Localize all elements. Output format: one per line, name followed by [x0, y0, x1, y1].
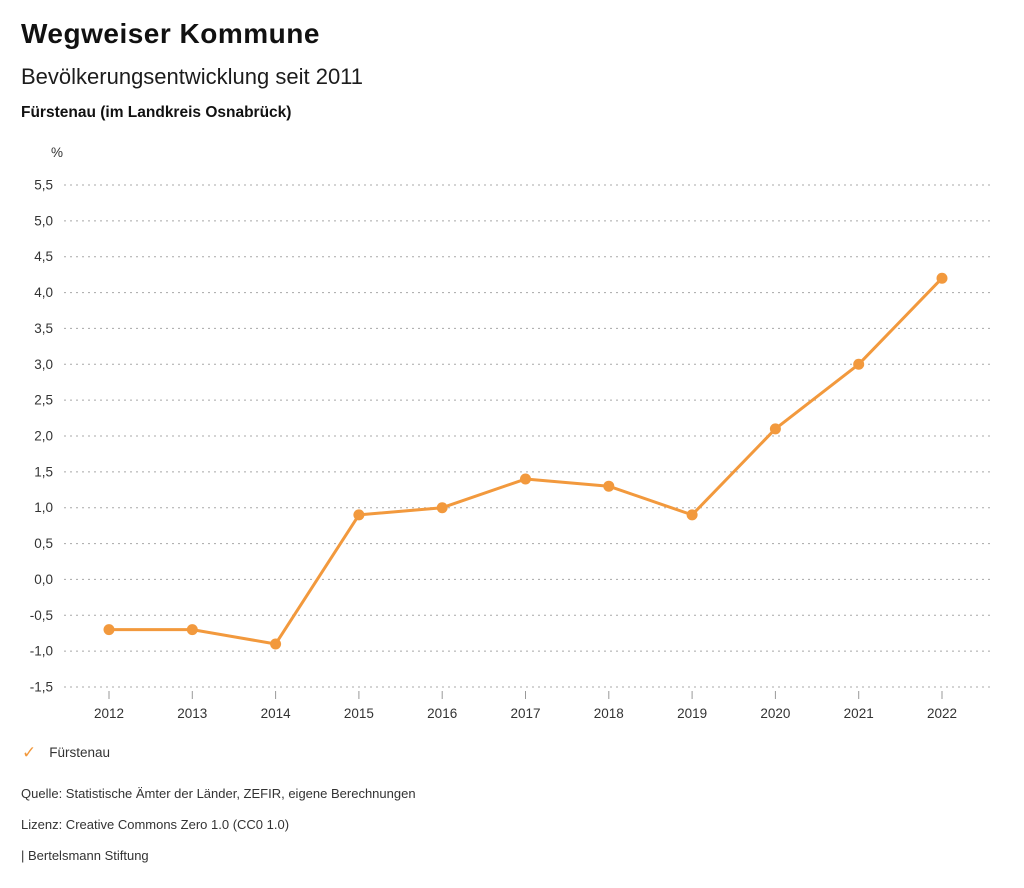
x-tick-label: 2022 — [926, 706, 958, 721]
data-point[interactable] — [937, 273, 948, 284]
x-tick-label: 2019 — [677, 706, 708, 721]
x-tick-label: 2021 — [843, 706, 874, 721]
y-tick-label: 5,0 — [34, 213, 53, 229]
data-point[interactable] — [853, 359, 864, 370]
data-point[interactable] — [770, 423, 781, 434]
y-tick-label: -1,5 — [29, 679, 53, 695]
data-point[interactable] — [353, 509, 364, 520]
y-tick-label: 1,5 — [34, 464, 53, 480]
x-tick-label: 2020 — [760, 706, 791, 721]
y-tick-label: 3,0 — [34, 356, 53, 372]
legend-item-fuerstenau[interactable] — [22, 744, 110, 761]
y-tick-label: 2,5 — [34, 392, 53, 408]
x-tick-label: 2015 — [343, 706, 374, 721]
data-point[interactable] — [437, 502, 448, 513]
x-tick-label: 2013 — [177, 706, 208, 721]
source-text: Quelle: Statistische Ämter der Länder, ZEFIR, eigene Berechnungen — [21, 786, 416, 801]
y-tick-label: 2,0 — [34, 428, 53, 444]
y-tick-label: 4,5 — [34, 249, 53, 265]
chart-canvas — [0, 140, 1024, 740]
y-tick-label: -1,0 — [29, 643, 53, 659]
data-point[interactable] — [104, 624, 115, 635]
checkmark-icon: ✓ — [22, 743, 37, 762]
data-point[interactable] — [270, 638, 281, 649]
y-tick-label: 1,0 — [34, 500, 53, 516]
x-tick-label: 2014 — [260, 706, 291, 721]
legend-label: Fürstenau — [49, 745, 111, 760]
chart-title: Bevölkerungsentwicklung seit 2011 — [21, 64, 364, 89]
x-tick-label: 2012 — [93, 706, 125, 721]
x-tick-label: 2017 — [510, 706, 541, 721]
data-point[interactable] — [520, 474, 531, 485]
license-text: Lizenz: Creative Commons Zero 1.0 (CC0 1.0) — [21, 817, 290, 832]
series-line-fürstenau — [109, 278, 942, 644]
y-axis-unit-label: % — [50, 145, 63, 160]
y-tick-label: 4,0 — [34, 285, 53, 301]
x-tick-label: 2018 — [593, 706, 624, 721]
chart-region-subtitle: Fürstenau (im Landkreis Osnabrück) — [21, 104, 292, 121]
data-point[interactable] — [187, 624, 198, 635]
y-tick-label: -0,5 — [29, 607, 53, 623]
y-tick-label: 0,0 — [34, 571, 53, 587]
data-point[interactable] — [687, 509, 698, 520]
y-tick-label: 3,5 — [34, 320, 53, 336]
y-tick-label: 0,5 — [34, 536, 53, 552]
x-tick-label: 2016 — [427, 706, 458, 721]
data-point[interactable] — [603, 481, 614, 492]
app-title: Wegweiser Kommune — [21, 18, 320, 49]
population-line-chart — [0, 140, 1024, 740]
y-tick-label: 5,5 — [34, 177, 53, 193]
attribution-text: | Bertelsmann Stiftung — [21, 848, 149, 863]
